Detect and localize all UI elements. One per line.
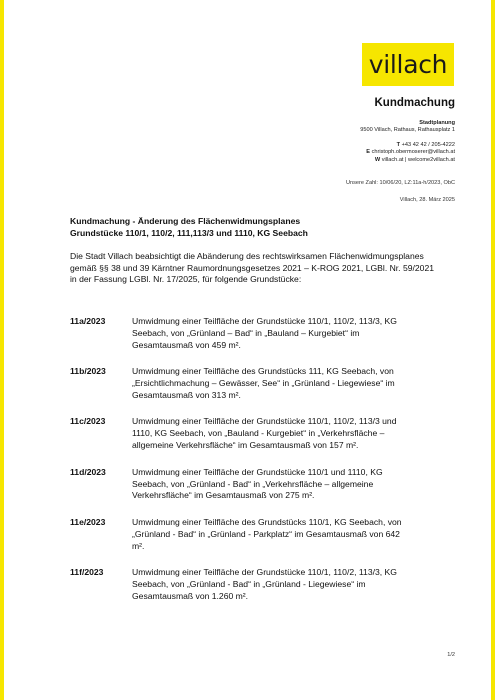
item-code: 11a/2023 [70, 316, 106, 326]
item-text: Umwidmung einer Teilfläche der Grundstücke 110/1, 110/2, 113/3 und 1110, KG Seebach, von „Bauland - Kurgebiet“ in „Verkehrsfläche – allgemeine Verkehrsfläche“ im Gesamtausmaß von 157 m². [132, 416, 397, 451]
department: Stadtplanung [419, 120, 455, 126]
phone-label: T [396, 141, 401, 148]
document-date: Villach, 28. März 2025 [399, 197, 455, 203]
item-code: 11e/2023 [70, 516, 106, 527]
email-label: E [366, 149, 371, 156]
item-text: Umwidmung einer Teilfläche der Grundstücke 110/1, 110/2, 113/3, KG Seebach, von „Grünland - Bad“ in „Grünland - Liegewiese“ im Gesamtausmaß von 1.260 m². [132, 567, 397, 601]
reference-number: Unsere Zahl: 10/06/20, LZ:11a-h/2023, ObC [345, 180, 455, 186]
web-link[interactable]: villach.at | welcome2villach.at [381, 156, 455, 163]
document-type: Kundmachung [374, 97, 455, 109]
item-code: 11d/2023 [70, 466, 106, 477]
list-item [70, 366, 450, 402]
title-line-1: Kundmachung - Änderung des Flächenwidmungsplanes [70, 216, 301, 226]
item-code: 11c/2023 [70, 416, 106, 427]
item-text: Umwidmung einer Teilfläche des Grundstücks 110/1, KG Seebach, von „Grünland - Bad“ in „Grünland - Parkplatz“ im Gesamtausmaß von 642 m². [132, 516, 402, 551]
logo-text: villach [368, 50, 448, 79]
item-text: Umwidmung einer Teilfläche der Grundstücke 110/1 und 1110, KG Seebach, von „Grünland - Bad“ in „Verkehrsfläche – allgemeine Verkehrsfläche“ im Gesamtausmaß von 275 m². [132, 466, 383, 501]
item-code: 11b/2023 [70, 366, 106, 377]
villach-logo [362, 43, 454, 86]
item-code: 11f/2023 [70, 567, 104, 578]
list-item [70, 567, 450, 603]
phone: +43 42 42 / 205-4222 [401, 141, 455, 148]
phone-line [360, 142, 455, 149]
page-number: 1/2 [447, 652, 455, 658]
web-line [360, 157, 455, 164]
list-item [70, 416, 450, 452]
item-text: Umwidmung einer Teilfläche der Grundstücke 110/1, 110/2, 113/3, KG Seebach, von „Grünland – Bad“ in „Bauland – Kurgebiet“ im Gesamtausmaß von 459 m². [132, 316, 397, 350]
rezoning-list [70, 316, 450, 617]
contact-block [360, 120, 455, 164]
address: 9500 Villach, Rathaus, Rathausplatz 1 [360, 127, 455, 134]
document-title [70, 216, 308, 239]
list-item [70, 316, 450, 352]
title-line-2: Grundstücke 110/1, 110/2, 111,113/3 und 1110, KG Seebach [70, 227, 308, 238]
intro-paragraph: Die Stadt Villach beabsichtigt die Abänderung des rechtswirksamen Flächenwidmungsplanes gemäß §§ 38 und 39 Kärntner Raumordnungsgesetzes 2021 – K-ROG 2021, LGBl. Nr. 59/2021 in der Fassung LGBl. Nr. 17/2025, für folgende Grundstücke: [70, 251, 435, 284]
item-text: Umwidmung einer Teilfläche des Grundstücks 111, KG Seebach, von „Ersichtlichmachung – Gewässer, See“ in „Grünland - Liegewiese“ im Gesamtausmaß von 313 m². [132, 366, 395, 401]
email-link[interactable]: christoph.obermoserer@villach.at [371, 149, 455, 156]
list-item [70, 517, 450, 553]
web-label: W [374, 156, 381, 163]
list-item [70, 467, 450, 503]
email-line [360, 149, 455, 156]
